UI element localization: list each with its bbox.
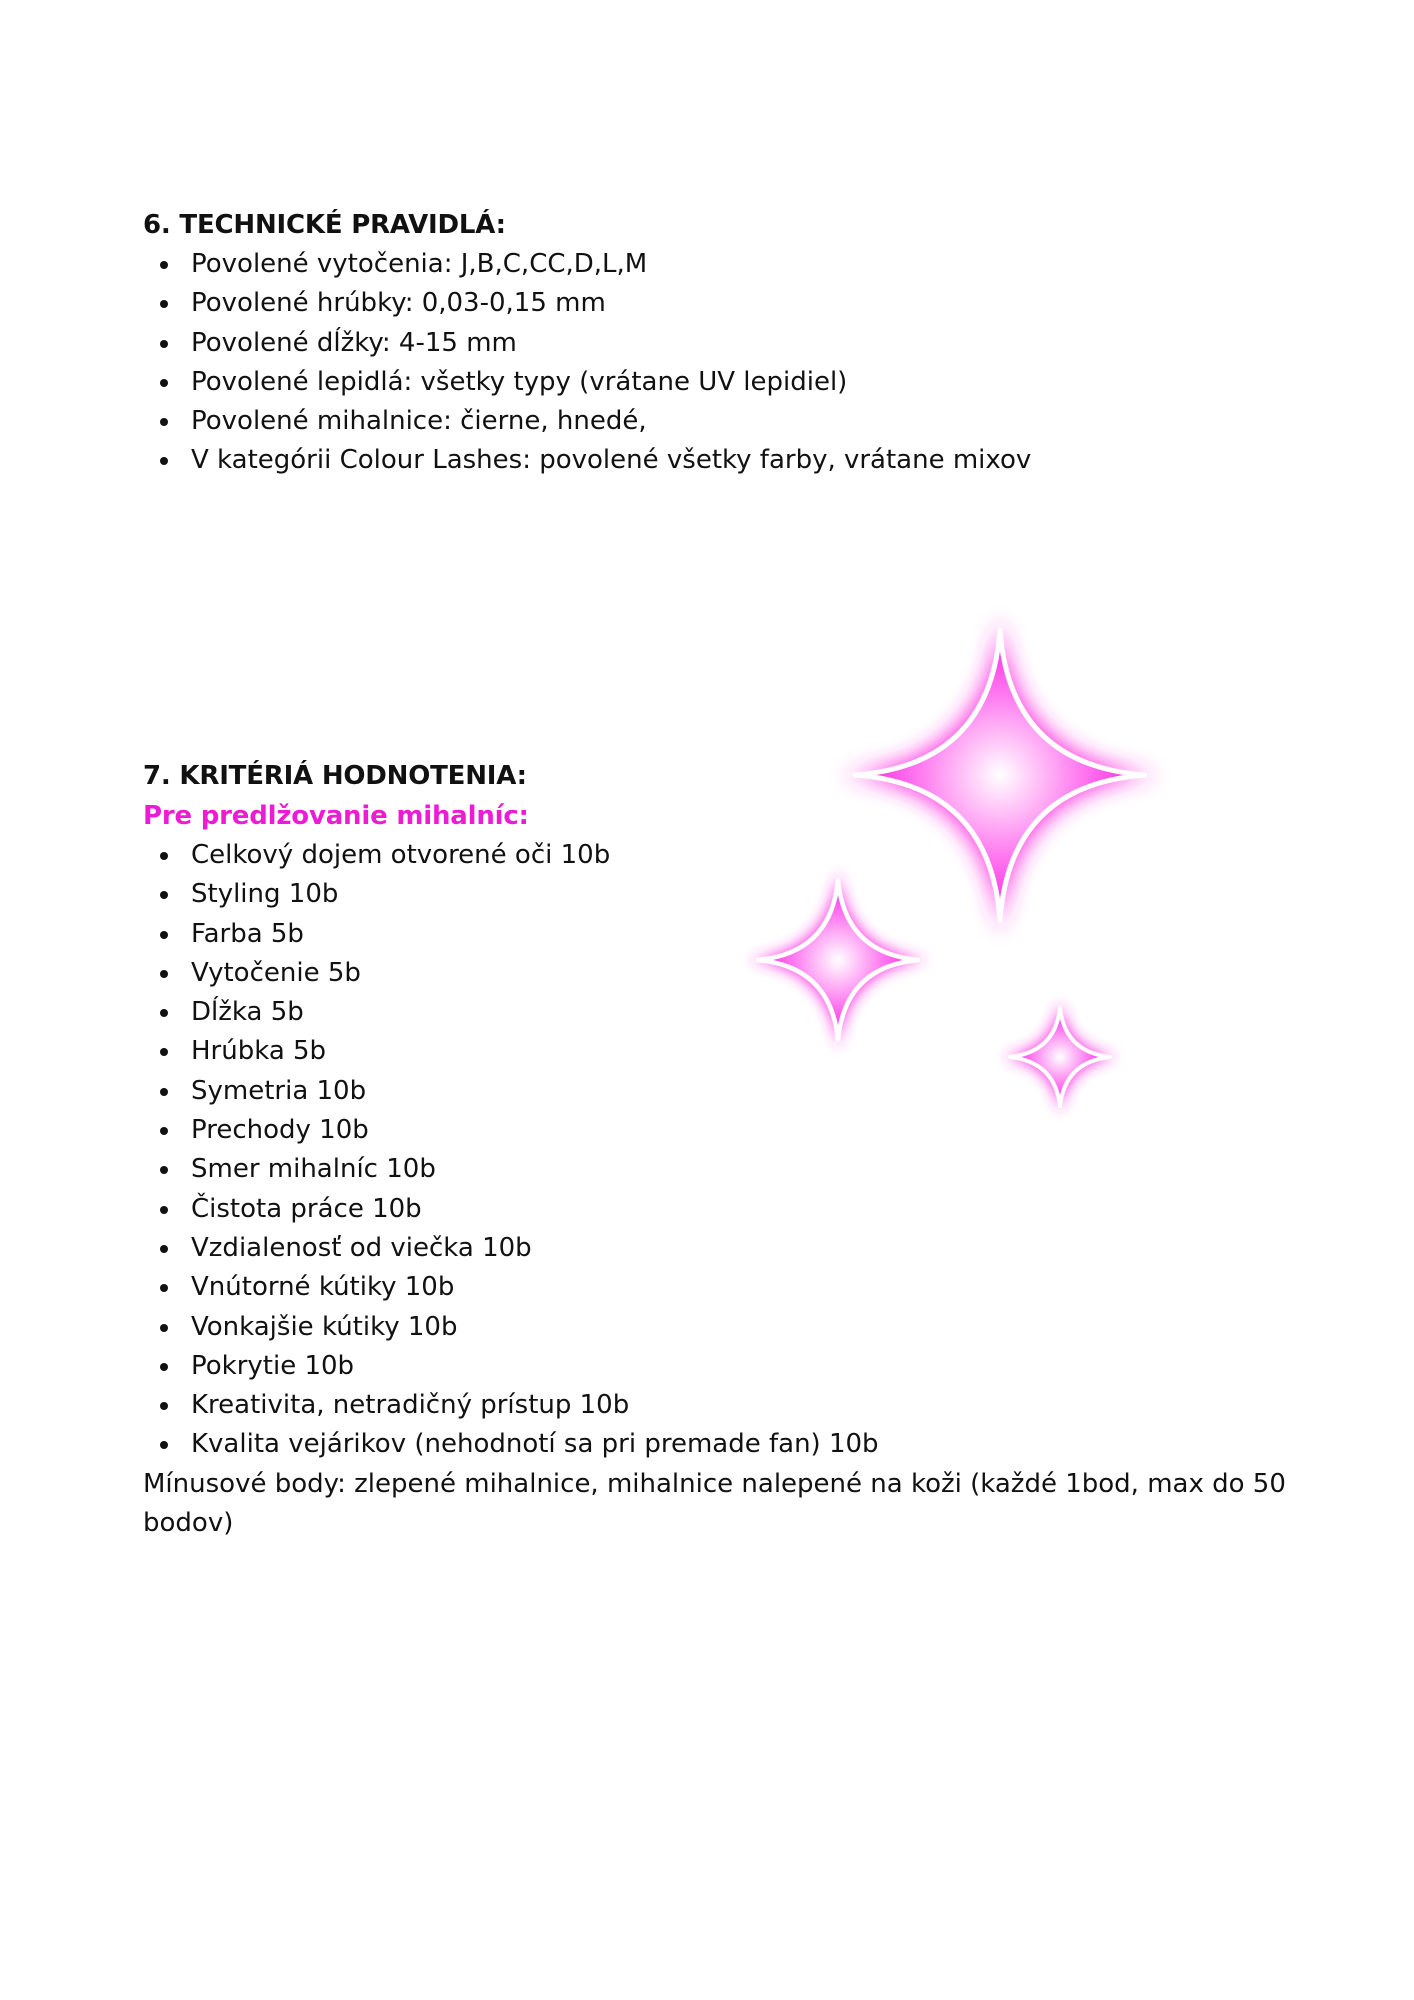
technical-rules-list (143, 245, 1303, 481)
list-item: Povolené vytočenia: J,B,C,CC,D,L,M (143, 245, 1303, 284)
list-item: Vytočenie 5b (143, 954, 1303, 993)
list-item: Vnútorné kútiky 10b (143, 1268, 1303, 1307)
section-7-heading: 7. KRITÉRIÁ HODNOTENIA: (143, 761, 527, 791)
list-item: Povolené dĺžky: 4-15 mm (143, 324, 1303, 363)
list-item: Styling 10b (143, 875, 1303, 914)
section-6-heading: 6. TECHNICKÉ PRAVIDLÁ: (143, 210, 506, 240)
list-item: Vonkajšie kútiky 10b (143, 1308, 1303, 1347)
list-item: Hrúbka 5b (143, 1032, 1303, 1071)
section-evaluation-criteria (143, 756, 1303, 1543)
list-item: V kategórii Colour Lashes: povolené všetky farby, vrátane mixov (143, 441, 1303, 480)
criteria-list (143, 836, 1303, 1465)
list-item: Pokrytie 10b (143, 1347, 1303, 1386)
list-item: Vzdialenosť od viečka 10b (143, 1229, 1303, 1268)
list-item: Farba 5b (143, 915, 1303, 954)
list-item: Povolené hrúbky: 0,03-0,15 mm (143, 284, 1303, 323)
list-item: Celkový dojem otvorené oči 10b (143, 836, 1303, 875)
section-technical-rules (143, 205, 1303, 481)
list-item: Smer mihalníc 10b (143, 1150, 1303, 1189)
section-7-subheading: Pre predlžovanie mihalníc: (143, 801, 529, 831)
list-item: Povolené lepidlá: všetky typy (vrátane UV lepidiel) (143, 363, 1303, 402)
list-item: Povolené mihalnice: čierne, hnedé, (143, 402, 1303, 441)
list-item: Prechody 10b (143, 1111, 1303, 1150)
minus-points-note: Mínusové body: zlepené mihalnice, mihalnice nalepené na koži (každé 1bod, max do 50 bodov) (143, 1468, 1286, 1539)
list-item: Kvalita vejárikov (nehodnotí sa pri premade fan) 10b (143, 1425, 1303, 1464)
list-item: Kreativita, netradičný prístup 10b (143, 1386, 1303, 1425)
list-item: Čistota práce 10b (143, 1190, 1303, 1229)
list-item: Symetria 10b (143, 1072, 1303, 1111)
list-item: Dĺžka 5b (143, 993, 1303, 1032)
